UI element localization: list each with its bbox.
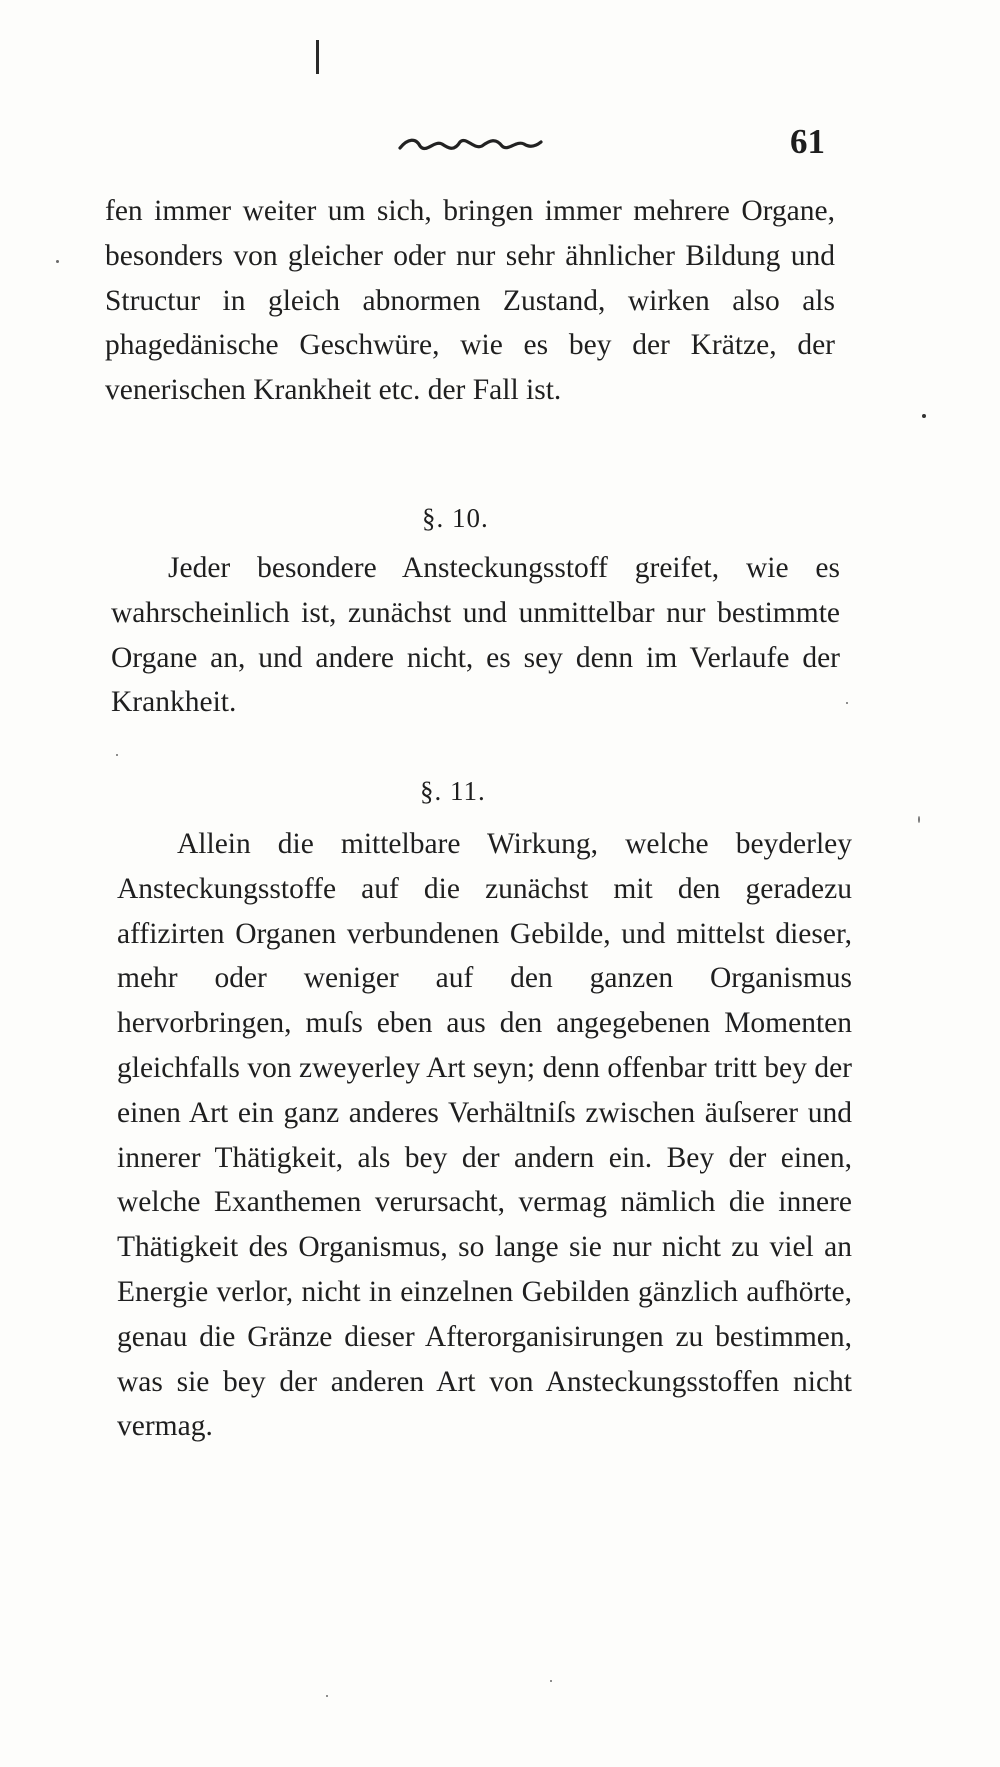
section-heading-10: §. 10. — [422, 503, 489, 533]
paper-speck — [56, 260, 59, 263]
paper-speck — [918, 816, 920, 823]
section-heading-11: §. 11. — [420, 776, 486, 806]
paper-speck — [846, 702, 848, 704]
paragraph-section-11: Allein die mittelbare Wirkung, welche beyderley Ansteckungsstoffe auf die zunächst mit den geradezu affizirten Organen verbundenen Gebilde, und mittelst dieser, mehr oder weniger auf den ganzen Organismus hervorbringen, muſs eben aus den angegebenen Momenten gleichfalls von zweyerley Art seyn; denn offenbar tritt bey der einen Art ein ganz anderes Verhältniſs zwischen äuſserer und innerer Thätigkeit, als bey der andern ein. Bey der einen, welche Exanthemen verursacht, vermag nämlich die innere Thätigkeit des Organismus, so lange sie nur nicht zu viel an Energie verlor, nicht in einzelnen Gebilden gänzlich aufhörte, genau die Gränze dieser Afterorganisirungen zu bestimmen, was sie bey der anderen Art von Ansteckungsstoffen nicht vermag. — [117, 828, 852, 1443]
paper-speck — [922, 414, 926, 418]
paper-speck — [550, 1680, 552, 1682]
paragraph-section-10: Jeder besondere Ansteckungsstoff greifet, wie es wahrscheinlich ist, zunächst und unmittelbar nur bestimmte Organe an, und andere nicht, es sey denn im Verlaufe der Krankheit. — [111, 552, 840, 719]
paper-speck — [326, 1695, 328, 1697]
page-number: 61 — [790, 122, 825, 161]
paper-speck — [116, 754, 118, 756]
paragraph-continued: fen immer weiter um sich, bringen immer mehrere Organe, besonders von gleicher oder nur sehr ähnlicher Bildung und Structur in gleich abnormen Zustand, wirken also als phagedänische Geschwüre, wie es bey der Krätze, der venerischen Krankheit etc. der Fall ist. — [105, 195, 835, 407]
page-header — [0, 118, 1000, 168]
margin-stroke-mark — [316, 40, 319, 74]
wavy-ornament-icon — [398, 136, 543, 154]
